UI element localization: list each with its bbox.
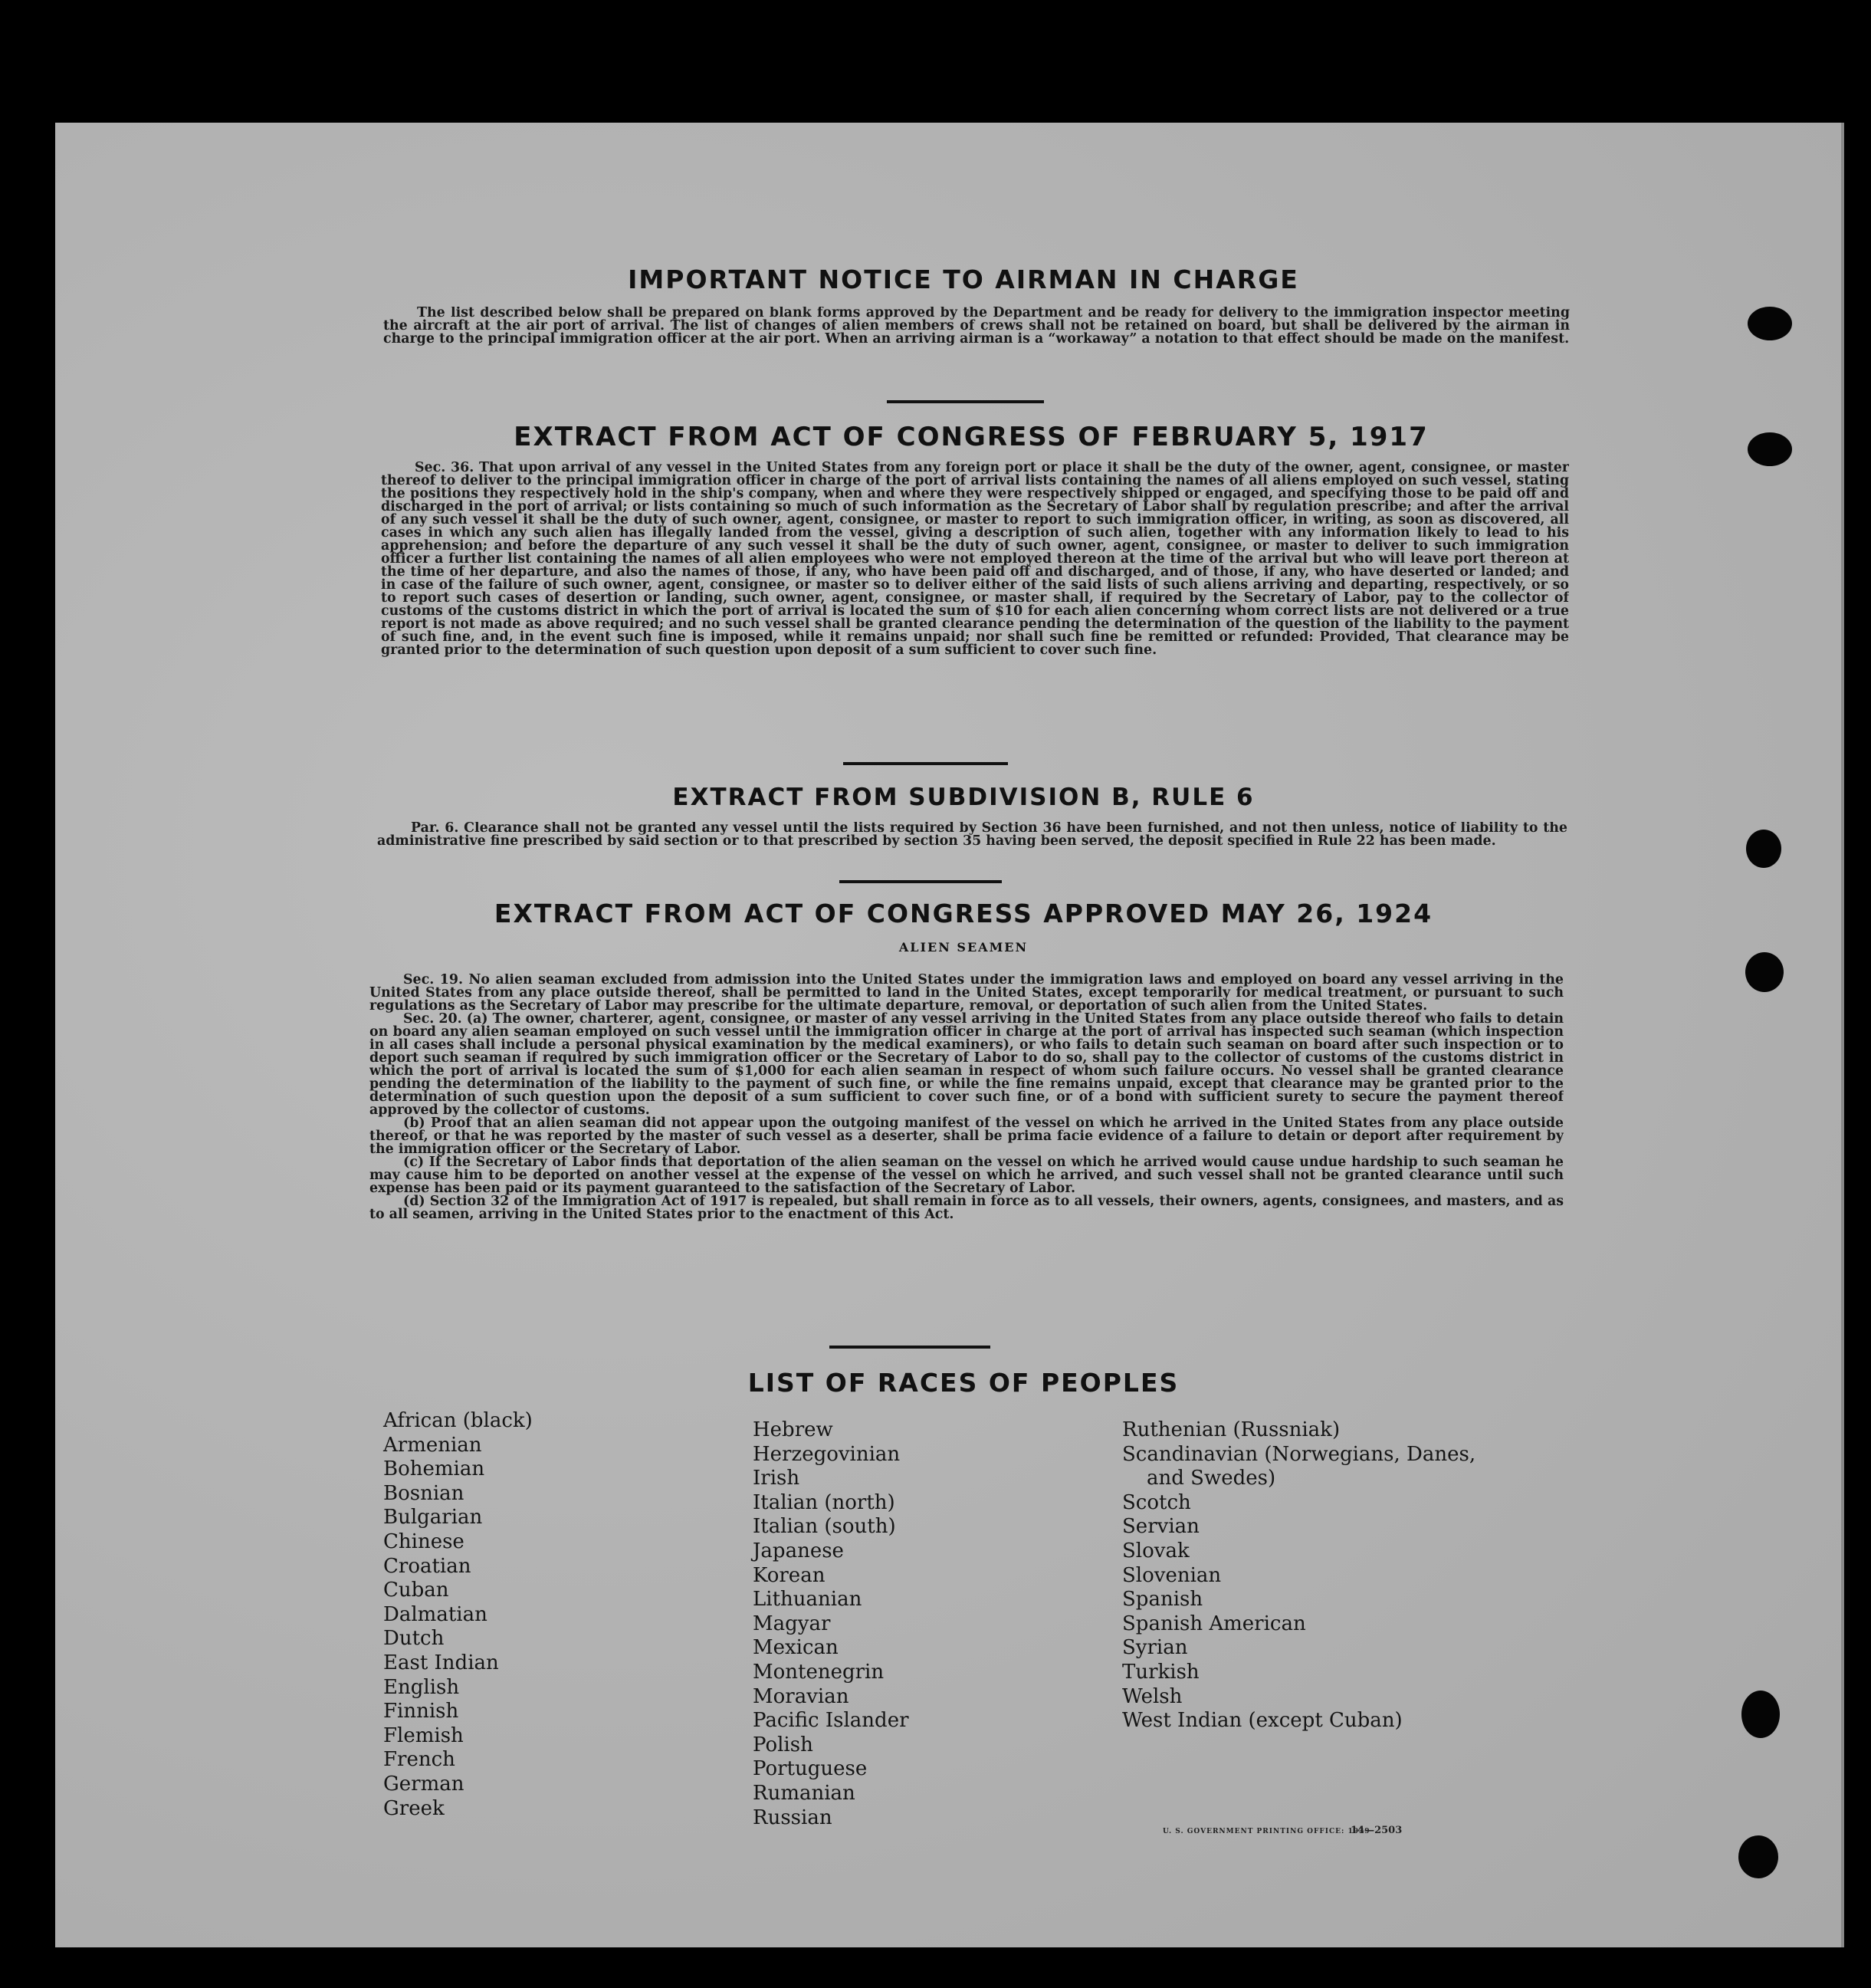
race-item: English bbox=[383, 1675, 460, 1699]
notice-title: IMPORTANT NOTICE TO AIRMAN IN CHARGE bbox=[628, 265, 1299, 294]
race-item: Greek bbox=[383, 1796, 445, 1820]
race-item: Croatian bbox=[383, 1554, 471, 1578]
race-item: Finnish bbox=[383, 1700, 459, 1723]
race-item: Lithuanian bbox=[753, 1588, 862, 1612]
race-item: Italian (south) bbox=[753, 1515, 896, 1539]
races-column-2 bbox=[753, 1418, 909, 1830]
notice-paragraph: The list described below shall be prepared on blank forms approved by the Department and be ready for delivery to the immigration inspector meeting the aircraft at the air port of arrival. The list of changes of alien members of crews shall not be retained on board, but shall be delivered by the airman in charge to the principal immigration officer at the air port. When an arriving airman is a “workaway” a notation to that effect should be made on the manifest. bbox=[383, 307, 1570, 347]
race-item: Welsh bbox=[1122, 1684, 1183, 1708]
act-1924-sec19: Sec. 19. No alien seaman excluded from admission into the United States under the immigration laws and employed on board any vessel arriving in the United States from any place outside thereof, shall be permitted to land in the United States, except temporarily for medical treatment, or pursuant to such regulations as the Secretary of Labor may prescribe for the ultimate departure, removal, or deportation of such alien from the United States. bbox=[369, 974, 1564, 1014]
race-item: Moravian bbox=[753, 1684, 849, 1708]
rule-6-text bbox=[377, 822, 1567, 863]
divider-1 bbox=[887, 400, 1044, 403]
race-item: Chinese bbox=[383, 1530, 464, 1553]
race-item: Herzegovinian bbox=[753, 1442, 901, 1466]
race-item: Pacific Islander bbox=[753, 1709, 909, 1733]
act-1917-paragraph: Sec. 36. That upon arrival of any vessel in the United States from any foreign port or place it shall be the duty of the owner, agent, consignee, or master thereof to deliver to the principal immigration officer in charge of the port of arrival lists containing the names of all aliens employed on such vessel, stating the positions they respectively hold in the ship's company, when and where they were respectively shipped or engaged, and specifying those to be paid off and discharged in the port of arrival; or lists containing so much of such information as the Secretary of Labor shall by regulation prescribe; and after the arrival of any such vessel it shall be the duty of such owner, agent, consignee, or master to report to such immigration officer, in writing, as soon as discovered, all cases in which any such alien has illegally landed from the vessel, giving a description of such alien, together with any information likely to lead to his apprehension; and before the departure of any such vessel it shall be the duty of such owner, agent, consignee, or master to deliver to such immigration officer a further list containing the names of all alien employees who were not employed thereon at the time of the arrival but who will leave port thereon at the time of her departure, and also the names of those, if any, who have been paid off and discharged, and of those, if any, who have deserted or landed; and in case of the failure of such owner, agent, consignee, or master so to deliver either of the said lists of such aliens arriving and departing, respectively, or so to report such cases of desertion or landing, such owner, agent, consignee, or master shall, if required by the Secretary of Labor, pay to the collector of customs of the customs district in which the port of arrival is located the sum of $10 for each alien concerning whom correct lists are not delivered or a true report is not made as above required; and no such vessel shall be granted clearance pending the determination of the question of the liability to the payment of such fine, and, in the event such fine is imposed, while it remains unpaid; nor shall such fine be remitted or refunded: Provided, That clearance may be granted prior to the determination of such question upon deposit of a sum sufficient to cover such fine. bbox=[381, 462, 1569, 658]
act-1924-sec20d: (d) Section 32 of the Immigration Act of 1917 is repealed, but shall remain in force as to all vessels, their owners, agents, consignees, and masters, and as to all seamen, arriving in the United States prior to the enactment of this Act. bbox=[369, 1194, 1564, 1222]
race-item: Servian bbox=[1122, 1515, 1200, 1539]
punch-hole-1 bbox=[1748, 307, 1792, 340]
race-item: Mexican bbox=[753, 1636, 839, 1660]
race-item: Montenegrin bbox=[753, 1660, 885, 1684]
race-item: Slovenian bbox=[1122, 1563, 1222, 1587]
race-item: Syrian bbox=[1122, 1636, 1188, 1660]
race-item: Slovak bbox=[1122, 1539, 1190, 1562]
punch-hole-5 bbox=[1741, 1691, 1780, 1738]
race-item: Polish bbox=[753, 1733, 813, 1756]
rule-6-title: EXTRACT FROM SUBDIVISION B, RULE 6 bbox=[672, 784, 1255, 811]
race-item: Hebrew bbox=[753, 1418, 833, 1441]
race-item: African (black) bbox=[383, 1409, 533, 1432]
divider-3 bbox=[839, 880, 1002, 883]
race-item: Korean bbox=[753, 1563, 826, 1587]
act-1924-sec20c: (c) If the Secretary of Labor finds that deportation of the alien seaman on the vessel on which he arrived would cause undue hardship to such seaman he may cause him to be deported on another vessel at the expense of the vessel on which he arrived, and such vessel shall not be granted clearance until such expense has been paid or its payment guaranteed to the satisfaction of the Secretary of Labor. bbox=[369, 1155, 1564, 1196]
act-1924-sec20a: Sec. 20. (a) The owner, charterer, agent, consignee, or master of any vessel arriving in the United States from any place outside thereof who fails to detain on board any alien seaman employed on such vessel until the immigration officer in charge at the port of arrival has inspected such seaman (which inspection in all cases shall include a personal physical examination by the medical examiners), or who fails to detain such seaman on board after such inspection or to deport such seaman if required by such immigration officer or the Secretary of Labor to do so, shall pay to the collector of customs of the customs district in which the port of arrival is located the sum of $1,000 for each alien seaman in respect of whom such failure occurs. No vessel shall be granted clearance pending the determination of the liability to the payment of such fine, or while the fine remains unpaid, except that clearance may be granted prior to the determination of such question upon the deposit of a sum sufficient to cover such fine, or of a bond with sufficient surety to secure the payment thereof approved by the collector of customs. bbox=[369, 1011, 1564, 1118]
race-item: Spanish bbox=[1122, 1588, 1203, 1612]
race-item: French bbox=[383, 1748, 455, 1772]
race-item: Armenian bbox=[383, 1433, 482, 1457]
race-item: Scandinavian (Norwegians, Danes, bbox=[1122, 1442, 1476, 1466]
act-1924-text bbox=[369, 974, 1564, 1323]
act-1917-title: EXTRACT FROM ACT OF CONGRESS OF FEBRUARY 5, 1917 bbox=[514, 422, 1429, 452]
act-1924-title: EXTRACT FROM ACT OF CONGRESS APPROVED MAY 26, 1924 bbox=[494, 899, 1433, 928]
race-item: Bulgarian bbox=[383, 1506, 483, 1530]
race-item: Portuguese bbox=[753, 1757, 868, 1781]
races-title: LIST OF RACES OF PEOPLES bbox=[747, 1368, 1180, 1398]
notice-text bbox=[383, 307, 1570, 362]
race-item: West Indian (except Cuban) bbox=[1122, 1709, 1403, 1733]
race-item: Ruthenian (Russniak) bbox=[1122, 1418, 1341, 1441]
race-item: Dutch bbox=[383, 1627, 445, 1651]
divider-4 bbox=[829, 1346, 990, 1349]
race-item: Spanish American bbox=[1122, 1612, 1306, 1635]
document-sheet bbox=[55, 123, 1844, 1947]
race-item: Magyar bbox=[753, 1612, 831, 1635]
race-item: Bohemian bbox=[383, 1457, 485, 1481]
race-item: Turkish bbox=[1122, 1660, 1200, 1684]
race-item: Cuban bbox=[383, 1579, 449, 1602]
race-item: Japanese bbox=[753, 1539, 844, 1562]
race-item: Dalmatian bbox=[383, 1602, 487, 1626]
race-item: Russian bbox=[753, 1806, 832, 1829]
act-1917-text bbox=[381, 462, 1569, 753]
race-item: Italian (north) bbox=[753, 1490, 895, 1514]
form-number: 14—2503 bbox=[1351, 1825, 1403, 1836]
printer-imprint: U. S. GOVERNMENT PRINTING OFFICE: 1939 bbox=[1163, 1828, 1370, 1835]
race-item: Flemish bbox=[383, 1723, 464, 1747]
punch-hole-4 bbox=[1745, 952, 1784, 992]
divider-2 bbox=[843, 762, 1008, 765]
race-item: Irish bbox=[753, 1467, 800, 1490]
race-item: East Indian bbox=[383, 1651, 499, 1674]
race-item: and Swedes) bbox=[1147, 1467, 1276, 1490]
race-item: Bosnian bbox=[383, 1481, 464, 1505]
punch-hole-6 bbox=[1738, 1835, 1778, 1878]
act-1924-sec20b: (b) Proof that an alien seaman did not appear upon the outgoing manifest of the vessel on which he arrived in the United States from any place outside thereof, or that he was reported by the master of such vessel as a deserter, shall be prima facie evidence of a failure to detain or deport after requirement by the immigration officer or the Secretary of Labor. bbox=[369, 1116, 1564, 1157]
race-item: German bbox=[383, 1772, 464, 1796]
punch-hole-3 bbox=[1746, 830, 1781, 868]
races-column-3 bbox=[1122, 1418, 1475, 1733]
race-item: Scotch bbox=[1122, 1490, 1191, 1514]
race-item: Rumanian bbox=[753, 1781, 855, 1805]
races-column-1 bbox=[383, 1409, 533, 1821]
act-1924-subtitle: ALIEN SEAMEN bbox=[898, 940, 1029, 955]
rule-6-paragraph: Par. 6. Clearance shall not be granted any vessel until the lists required by Section 36 have been furnished, and not then unless, notice of liability to the administrative fine prescribed by said section or to that prescribed by section 35 having been served, the deposit specified in Rule 22 has been made. bbox=[377, 822, 1567, 849]
